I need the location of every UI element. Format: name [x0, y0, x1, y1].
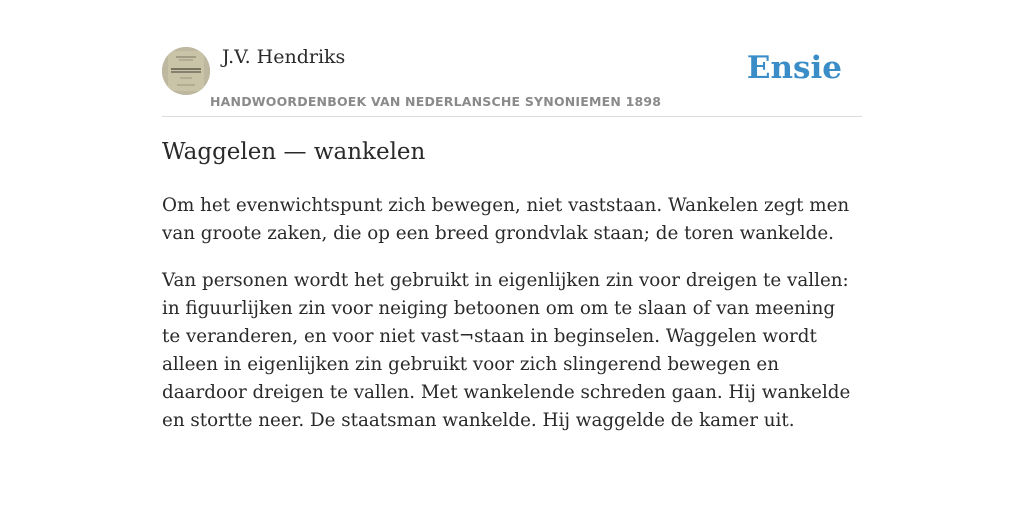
- entry-title: Waggelen — wankelen: [162, 139, 426, 165]
- page: [162, 0, 862, 431]
- brand-logo[interactable]: Ensie: [746, 50, 842, 86]
- header: [162, 0, 862, 117]
- entry-body: [162, 192, 852, 454]
- book-cover-icon[interactable]: [162, 47, 210, 95]
- author-name[interactable]: J.V. Hendriks: [222, 46, 346, 68]
- source-title[interactable]: HANDWOORDENBOEK VAN NEDERLANSCHE SYNONIEMEN 1898: [210, 94, 662, 109]
- entry-paragraph: Om het evenwichtspunt zich bewegen, niet vaststaan. Wankelen zegt men van groote zaken, die op een breed grondvlak staan; de toren wankelde.: [162, 195, 850, 244]
- entry-paragraph: Van personen wordt het gebruikt in eigenlijken zin voor dreigen te vallen: in figuurlijken zin voor neiging betoonen om om te slaan of van meening te veranderen, en voor niet vast¬staan in beginselen. Waggelen wordt alleen in eigenlijken zin gebruikt voor zich slingerend bewegen en daardoor dreigen te vallen. Met wankelende schreden gaan. Hij wankelde en stortte neer. De staatsman wankelde. Hij waggelde de kamer uit.: [162, 270, 851, 431]
